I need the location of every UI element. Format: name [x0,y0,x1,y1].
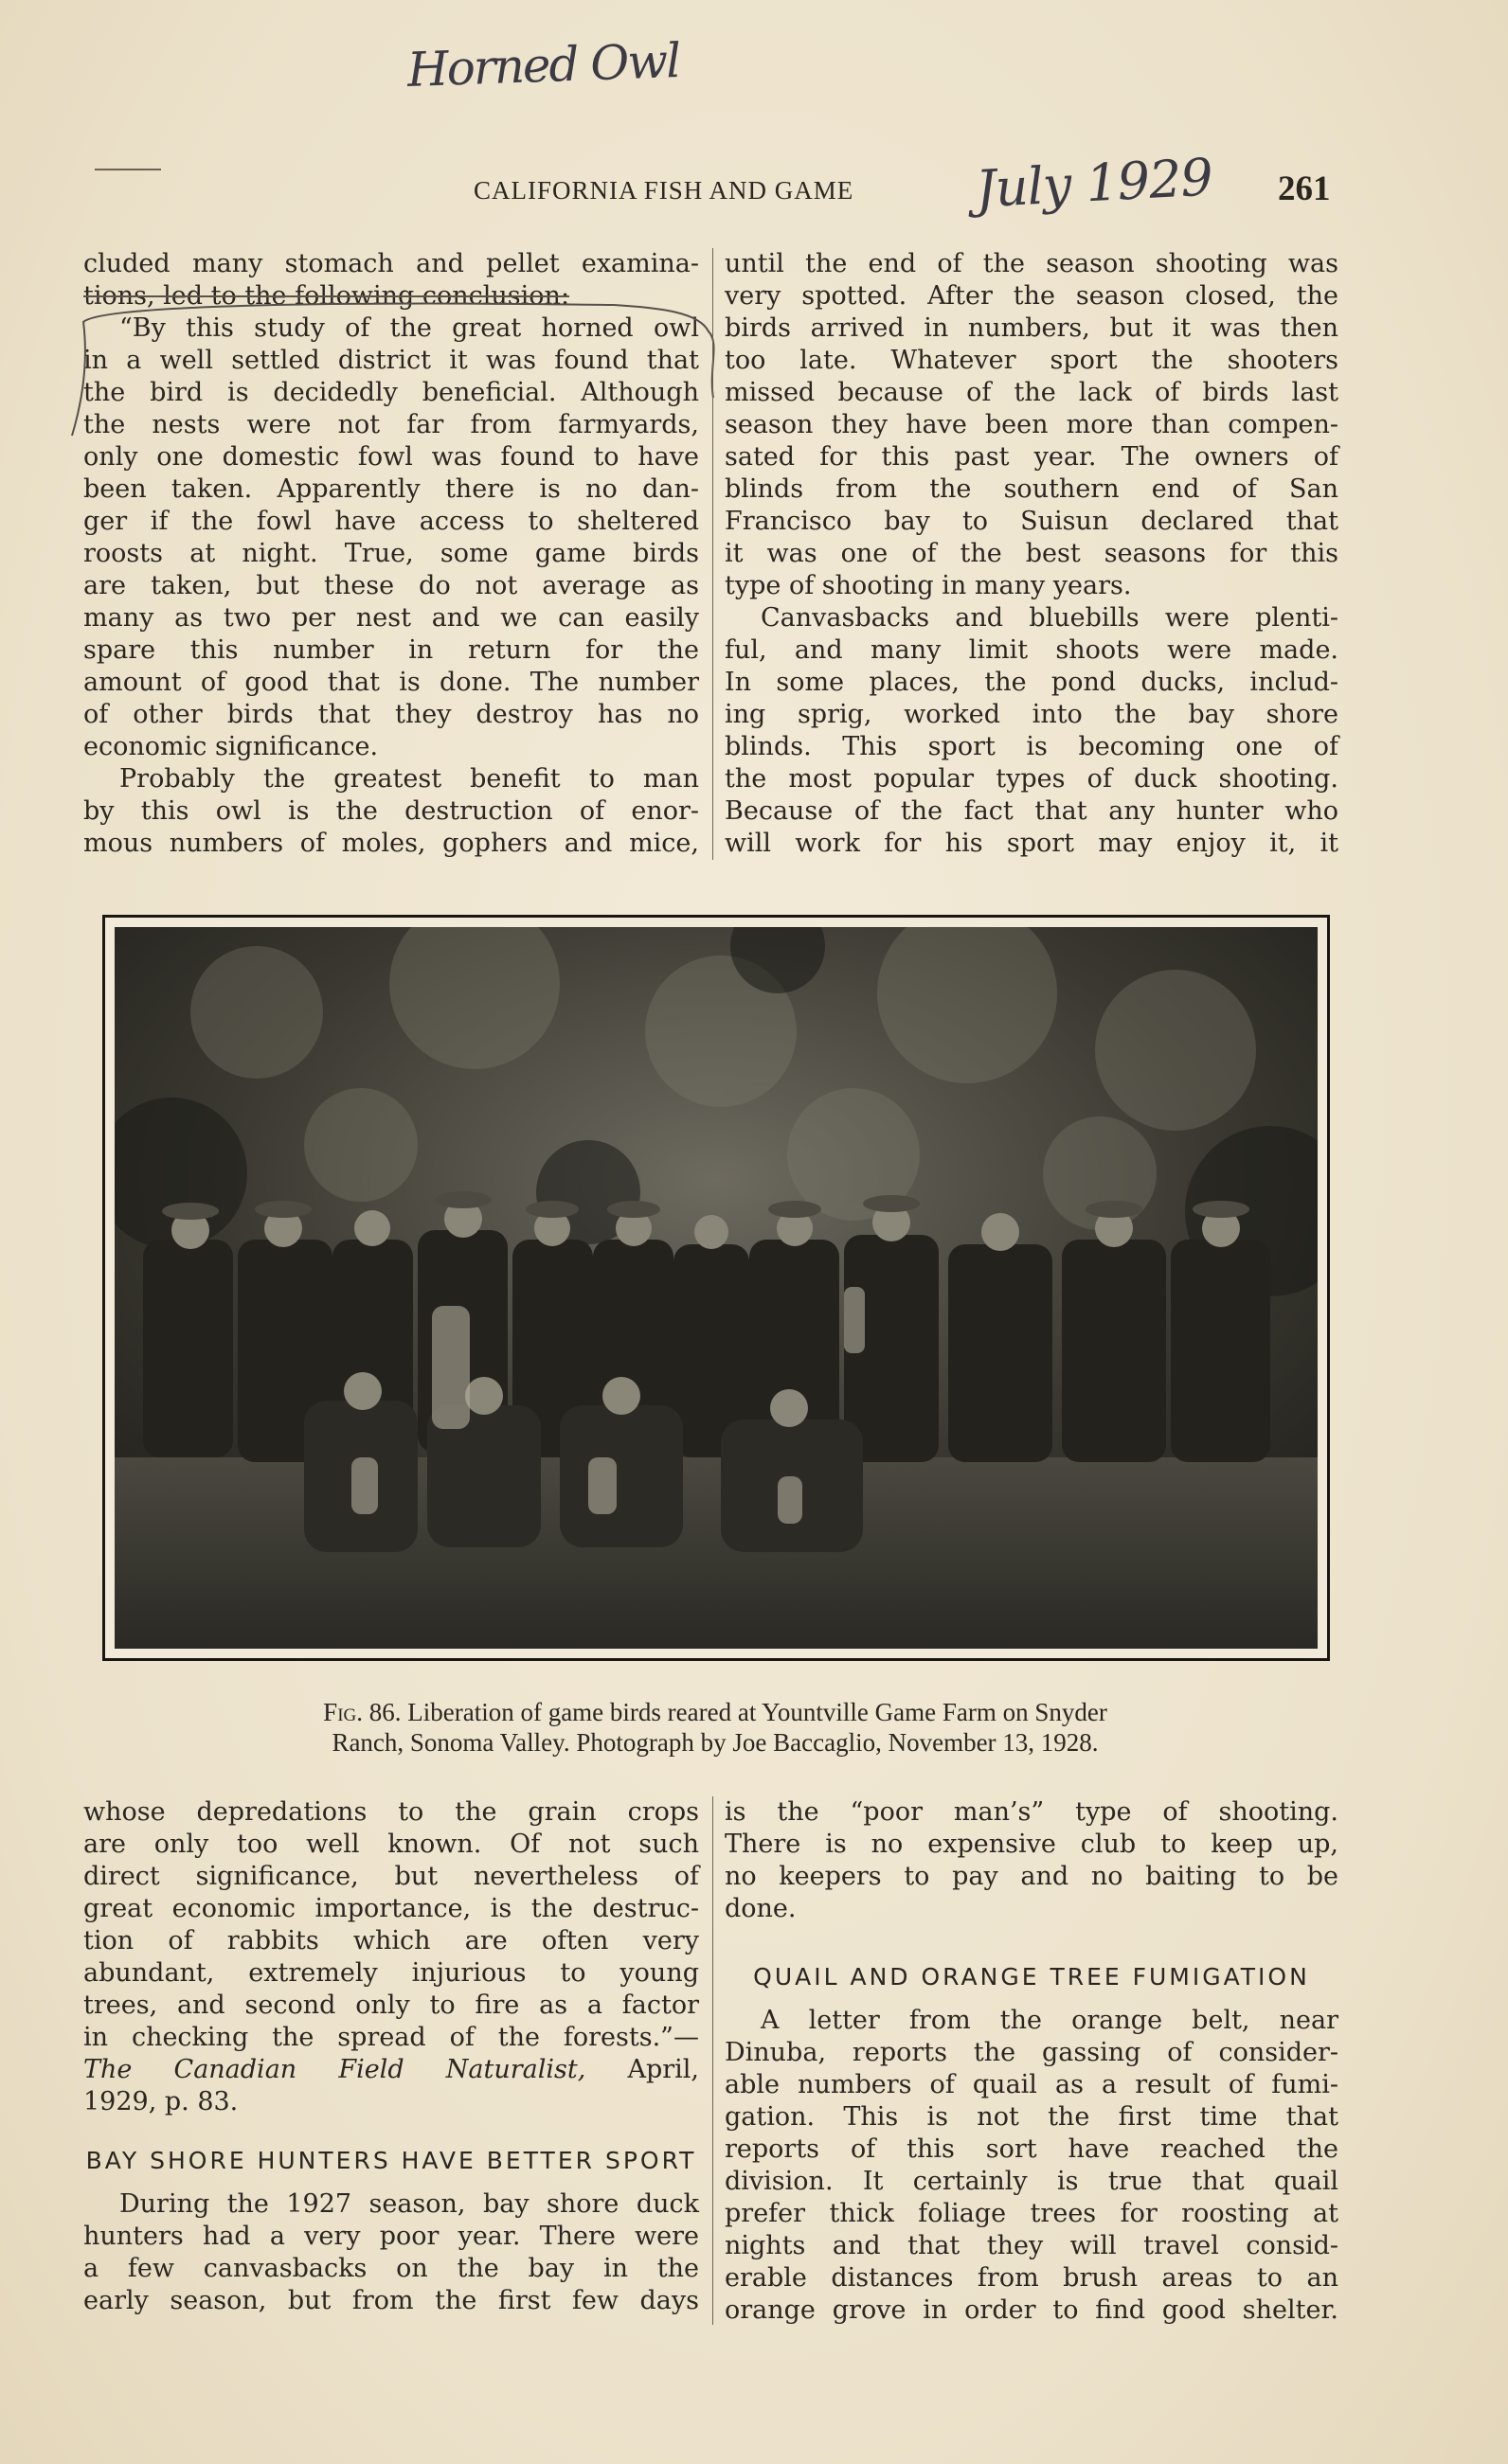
text-line: Because of the fact that any hunter who [725,796,1338,826]
caption-text-2: Ranch, Sonoma Valley. Photograph by Joe Baccaglio, November 13, 1928. [332,1728,1099,1757]
text-line: nights and that they will travel consid- [725,2231,1338,2260]
caption-line-1 [95,1697,1336,1727]
text-line: very spotted. After the season closed, the [725,281,1338,311]
column-divider-bottom [712,1796,713,2325]
text-line: ger if the fowl have access to sheltered [83,507,699,536]
text-line: the bird is decidedly beneficial. Although [83,378,699,407]
text-line: abundant, extremely injurious to young [83,1958,699,1988]
text-line: economic significance. [83,732,379,761]
text-line: it was one of the best seasons for this [725,539,1338,568]
text-line: spare this number in return for the [83,635,699,665]
text-line: able numbers of quail as a result of fumi- [725,2070,1338,2099]
text-line: erable distances from brush areas to an [725,2263,1338,2293]
text-line: direct significance, but nevertheless of [83,1862,699,1891]
running-title: CALIFORNIA FISH AND GAME [474,176,854,205]
figure-photograph [115,927,1318,1649]
text-line: orange grove in order to find good shelter. [725,2295,1338,2325]
text-line: amount of good that is done. The number [83,668,699,697]
citation-line-2: 1929, p. 83. [83,2087,239,2116]
column-divider-top [712,248,713,860]
column-left-bottom [83,1796,699,2317]
text-line: prefer thick foliage trees for roosting at [725,2199,1338,2228]
text-line: During the 1927 season, bay shore duck [119,2189,699,2219]
text-line: Francisco bay to Suisun declared that [725,507,1338,536]
text-line: Probably the greatest benefit to man [119,764,699,794]
citation-source: The Canadian Field Naturalist, [83,2055,586,2084]
text-line: whose depredations to the grain crops [83,1797,699,1827]
text-line: ing sprig, worked into the bay shore [725,700,1338,729]
text-line: blinds. This sport is becoming one of [725,732,1338,761]
citation-line [83,2054,699,2086]
handwritten-title-note: Horned Owl [406,33,681,98]
text-line: reports of this sort have reached the [725,2134,1338,2164]
text-line: birds arrived in numbers, but it was then [725,313,1338,343]
text-line: only one domestic fowl was found to have [83,442,699,472]
text-line: tion of rabbits which are often very [83,1926,699,1955]
pencil-bracket-mark [45,284,727,445]
text-line: been taken. Apparently there is no dan- [83,474,699,504]
text-line: by this owl is the destruction of enor- [83,796,699,826]
group-of-hunters-photo [115,927,1318,1649]
text-line: until the end of the season shooting was [725,249,1338,278]
text-line: early season, but from the first few days [83,2286,699,2315]
section-heading-quail: QUAIL AND ORANGE TREE FUMIGATION [753,1963,1310,1991]
text-line: will work for his sport may enjoy it, it [725,829,1338,858]
text-line: the nests were not far from farmyards, [83,410,699,439]
text-line: Canvasbacks and bluebills were plenti- [761,603,1338,633]
text-line: a few canvasbacks on the bay in the [83,2254,699,2283]
text-line-struck: tions, led to the following conclusion: [83,281,570,311]
text-line: of other birds that they destroy has no [83,700,699,729]
column-right-bottom [725,1796,1338,2327]
text-line: done. [725,1894,797,1923]
column-right-top [725,248,1338,860]
text-line: trees, and second only to fire as a factor [83,1991,699,2020]
text-line: are only too well known. Of not such [83,1830,699,1859]
text-line: too late. Whatever sport the shooters [725,346,1338,375]
text-line: roosts at night. True, some game birds [83,539,699,568]
text-line: season they have been more than compen- [725,410,1338,439]
text-line: A letter from the orange belt, near [761,2006,1338,2035]
header-rule [95,169,161,170]
text-line: blinds from the southern end of San [725,474,1338,504]
text-line: “By this study of the great horned owl [119,313,699,343]
figure-number: Fig. 86. [323,1698,402,1726]
text-line: the most popular types of duck shooting. [725,764,1338,794]
text-line: gation. This is not the first time that [725,2102,1338,2132]
figure-photograph-frame [102,915,1330,1661]
text-line: no keepers to pay and no baiting to be [725,1862,1338,1891]
section-heading-bay-shore: BAY SHORE HUNTERS HAVE BETTER SPORT [85,2147,697,2174]
text-line: are taken, but these do not average as [83,571,699,600]
text-line: division. It certainly is true that quail [725,2167,1338,2196]
text-line: hunters had a very poor year. There were [83,2222,699,2251]
text-line: many as two per nest and we can easily [83,603,699,633]
text-line: missed because of the lack of birds last [725,378,1338,407]
text-line: type of shooting in many years. [725,571,1132,600]
citation-date: April, [627,2055,700,2084]
text-line: mous numbers of moles, gophers and mice, [83,829,699,858]
handwritten-date-note: July 1929 [974,147,1214,220]
text-line: There is no expensive club to keep up, [725,1830,1338,1859]
text-line: ful, and many limit shoots were made. [725,635,1338,665]
text-line: sated for this past year. The owners of [725,442,1338,472]
text-line: is the “poor man’s” type of shooting. [725,1797,1338,1827]
figure-caption [95,1697,1336,1758]
text-line: cluded many stomach and pellet examina- [83,249,699,278]
text-line: great economic importance, is the destruc- [83,1894,699,1923]
page-number: 261 [1278,170,1331,208]
text-line: In some places, the pond ducks, includ- [725,668,1338,697]
text-line: in checking the spread of the forests.”— [83,2023,699,2052]
text-line: in a well settled district it was found that [83,346,699,375]
caption-text-1: Liberation of game birds reared at Yountville Game Farm on Snyder [407,1698,1107,1726]
text-line: Dinuba, reports the gassing of consider- [725,2038,1338,2067]
